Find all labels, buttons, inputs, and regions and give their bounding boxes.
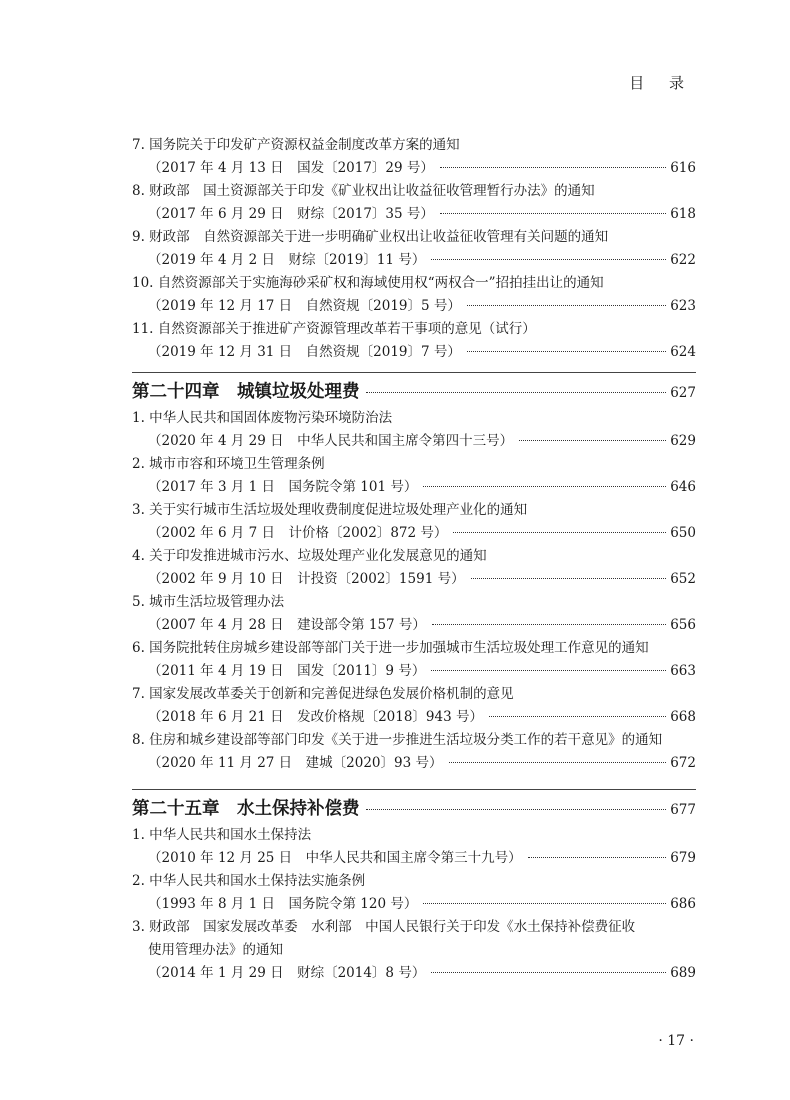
entry-page: 652 [670,571,696,587]
entry-title: 1. 中华人民共和国固体废物污染环境防治法 [132,410,393,426]
entry-detail: （2014 年 1 月 29 日 财综〔2014〕8 号） [148,965,426,981]
toc-content [132,134,696,985]
leader-dots [366,809,667,810]
leader-dots [467,351,666,352]
entry-page: 679 [670,850,696,866]
entry-detail-line [132,893,696,916]
entry-detail: （2010 年 12 月 25 日 中华人民共和国主席令第三十九号） [148,850,522,866]
entry-title-continued: 使用管理办法》的通知 [148,942,283,958]
toc-entry[interactable] [132,180,696,226]
entry-title: 7. 国家发展改革委关于创新和完善促进绿色发展价格机制的意见 [132,686,514,702]
toc-entry[interactable] [132,916,696,985]
entry-detail-line [132,614,696,637]
entry-detail-line [132,430,696,453]
toc-entry[interactable] [132,134,696,180]
toc-entry[interactable] [132,870,696,916]
entry-detail: （2019 年 4 月 2 日 财综〔2019〕11 号） [148,252,426,268]
page-number: · 17 · [658,1033,694,1049]
entry-title: 2. 中华人民共和国水土保持法实施条例 [132,873,366,889]
entry-page: 668 [670,709,696,725]
chapter-24-list [132,407,696,775]
chapter-title: 第二十五章 水土保持补偿费 [132,799,360,819]
entry-page: 618 [670,206,696,222]
entry-detail: （2017 年 3 月 1 日 国务院令第 101 号） [148,479,418,495]
leader-dots [528,857,667,858]
toc-entry[interactable] [132,407,696,453]
leader-dots [432,624,666,625]
chapter-24-heading[interactable] [132,377,696,407]
entry-detail: （2020 年 4 月 29 日 中华人民共和国主席令第四十三号） [148,433,514,449]
toc-entry[interactable] [132,453,696,499]
entry-title: 4. 关于印发推进城市污水、垃圾处理产业化发展意见的通知 [132,548,487,564]
leader-dots [449,762,667,763]
entry-title: 8. 财政部 国土资源部关于印发《矿业权出让收益征收管理暂行办法》的通知 [132,183,595,199]
entry-page: 622 [670,252,696,268]
entry-page: 616 [670,160,696,176]
entry-detail-line [132,847,696,870]
entry-title: 2. 城市市容和环境卫生管理条例 [132,456,325,472]
toc-entry[interactable] [132,824,696,870]
chapter-25-list [132,824,696,916]
toc-entry[interactable] [132,683,696,729]
entry-detail: （2002 年 6 月 7 日 计价格〔2002〕872 号） [148,525,448,541]
chapter-divider [132,789,696,790]
leader-dots [519,440,666,441]
entry-detail-line [132,476,696,499]
leader-dots [453,532,666,533]
entry-title: 10. 自然资源部关于实施海砂采矿权和海域使用权“两权合一”招拍挂出让的通知 [132,275,604,291]
entry-detail-line [132,157,696,180]
toc-entry[interactable] [132,226,696,272]
entry-page: 663 [670,663,696,679]
leader-dots [467,305,666,306]
entry-detail: （2011 年 4 月 19 日 国发〔2011〕9 号） [148,663,426,679]
chapter-divider [132,372,696,373]
entry-page: 656 [670,617,696,633]
entry-title: 7. 国务院关于印发矿产资源权益金制度改革方案的通知 [132,137,460,153]
entry-detail: （2007 年 4 月 28 日 建设部令第 157 号） [148,617,426,633]
chapter-title: 第二十四章 城镇垃圾处理费 [132,382,360,402]
entry-detail-line [132,295,696,318]
entry-detail-line [132,706,696,729]
entry-detail: （2019 年 12 月 31 日 自然资规〔2019〕7 号） [148,344,461,360]
toc-entry[interactable] [132,318,696,364]
entry-detail-line [132,203,696,226]
toc-entry[interactable] [132,591,696,637]
toc-entry[interactable] [132,272,696,318]
entry-detail-line [132,660,696,683]
entry-detail: （2019 年 12 月 17 日 自然资规〔2019〕5 号） [148,298,461,314]
entry-title: 5. 城市生活垃圾管理办法 [132,594,285,610]
entry-detail: （2017 年 4 月 13 日 国发〔2017〕29 号） [148,160,434,176]
entry-detail: （2017 年 6 月 29 日 财综〔2017〕35 号） [148,206,434,222]
toc-entry[interactable] [132,545,696,591]
leader-dots [366,392,667,393]
entry-page: 629 [670,433,696,449]
entry-page: 624 [670,344,696,360]
entry-detail-line [132,962,696,985]
entry-detail: （2020 年 11 月 27 日 建城〔2020〕93 号） [148,755,443,771]
entry-page: 686 [670,896,696,912]
entry-detail: （1993 年 8 月 1 日 国务院令第 120 号） [148,896,418,912]
chapter-25-heading[interactable] [132,794,696,824]
entry-detail-line [132,752,696,775]
entry-detail-line [132,249,696,272]
entry-title: 11. 自然资源部关于推进矿产资源管理改革若干事项的意见（试行） [132,321,536,337]
toc-entry[interactable] [132,637,696,683]
entry-title: 3. 财政部 国家发展改革委 水利部 中国人民银行关于印发《水土保持补偿费征收 [132,919,636,935]
chapter-page: 677 [670,802,696,818]
leader-dots [489,716,666,717]
entry-title: 3. 关于实行城市生活垃圾处理收费制度促进垃圾处理产业化的通知 [132,502,528,518]
entry-detail-line [132,341,696,364]
entry-page: 646 [670,479,696,495]
chapter-page: 627 [670,385,696,401]
leader-dots [440,213,666,214]
entry-page: 623 [670,298,696,314]
entry-title: 8. 住房和城乡建设部等部门印发《关于进一步推进生活垃圾分类工作的若干意见》的通知 [132,732,663,748]
entry-page: 650 [670,525,696,541]
leader-dots [431,670,666,671]
toc-section-continued [132,134,696,364]
entry-page: 689 [670,965,696,981]
leader-dots [471,578,667,579]
leader-dots [423,486,666,487]
entry-detail: （2018 年 6 月 21 日 发改价格规〔2018〕943 号） [148,709,483,725]
entry-title: 9. 财政部 自然资源部关于进一步明确矿业权出让收益征收管理有关问题的通知 [132,229,609,245]
leader-dots [423,903,666,904]
leader-dots [431,259,666,260]
entry-detail: （2002 年 9 月 10 日 计投资〔2002〕1591 号） [148,571,465,587]
entry-detail-line [132,568,696,591]
entry-title: 1. 中华人民共和国水土保持法 [132,827,312,843]
entry-detail-line [132,522,696,545]
running-header: 目 录 [629,74,694,92]
entry-page: 672 [670,755,696,771]
toc-entry[interactable] [132,499,696,545]
toc-entry[interactable] [132,729,696,775]
leader-dots [440,167,666,168]
entry-title: 6. 国务院批转住房城乡建设部等部门关于进一步加强城市生活垃圾处理工作意见的通知 [132,640,649,656]
leader-dots [431,972,666,973]
